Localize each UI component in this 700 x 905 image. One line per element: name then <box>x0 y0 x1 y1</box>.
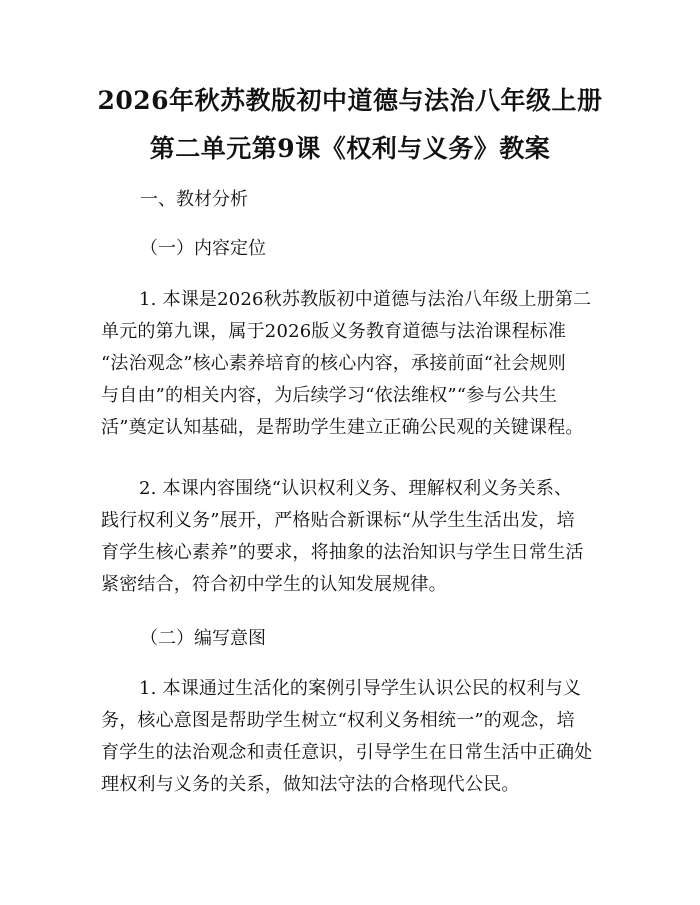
document-title-line-1: 2026年秋苏教版初中道德与法治八年级上册 <box>97 86 603 115</box>
paragraph-line: 育学生核心素养”的要求，将抽象的法治知识与学生日常生活 <box>101 542 584 563</box>
paragraph-line: 与自由”的相关内容，为后续学习“依法维权”“参与公共生 <box>101 385 558 406</box>
subsection-heading-content-positioning: （一）内容定位 <box>140 238 266 259</box>
paragraph-line: “法治观念”核心素养培育的核心内容，承接前面“社会规则 <box>101 353 567 374</box>
document-title-line-2: 第二单元第9课《权利与义务》教案 <box>149 134 551 163</box>
paragraph-line: 务，核心意图是帮助学生树立“权利义务相统一”的观念，培 <box>101 710 575 731</box>
paragraph-line: 育学生的法治观念和责任意识，引导学生在日常生活中正确处 <box>101 742 593 763</box>
paragraph-line: 1. 本课是2026秋苏教版初中道德与法治八年级上册第二 <box>139 289 592 310</box>
paragraph-line: 单元的第九课，属于2026版义务教育道德与法治课程标准 <box>101 321 567 342</box>
paragraph-line: 紧密结合，符合初中学生的认知发展规律。 <box>101 574 447 595</box>
paragraph-line: 2. 本课内容围绕“认识权利义务、理解权利义务关系、 <box>139 478 573 499</box>
paragraph-content-positioning-2 <box>101 473 601 601</box>
section-heading-textbook-analysis: 一、教材分析 <box>140 189 248 210</box>
subsection-heading-writing-intent: （二）编写意图 <box>140 628 266 649</box>
paragraph-line: 理权利与义务的关系，做知法守法的合格现代公民。 <box>101 774 520 795</box>
paragraph-content-positioning-1 <box>101 284 601 444</box>
paragraph-line: 1. 本课通过生活化的案例引导学生认识公民的权利与义 <box>139 678 582 699</box>
paragraph-writing-intent-1 <box>101 673 601 801</box>
paragraph-line: 践行权利义务”展开，严格贴合新课标“从学生生活出发，培 <box>101 510 575 531</box>
paragraph-line: 活”奠定认知基础，是帮助学生建立正确公民观的关键课程。 <box>101 417 584 438</box>
